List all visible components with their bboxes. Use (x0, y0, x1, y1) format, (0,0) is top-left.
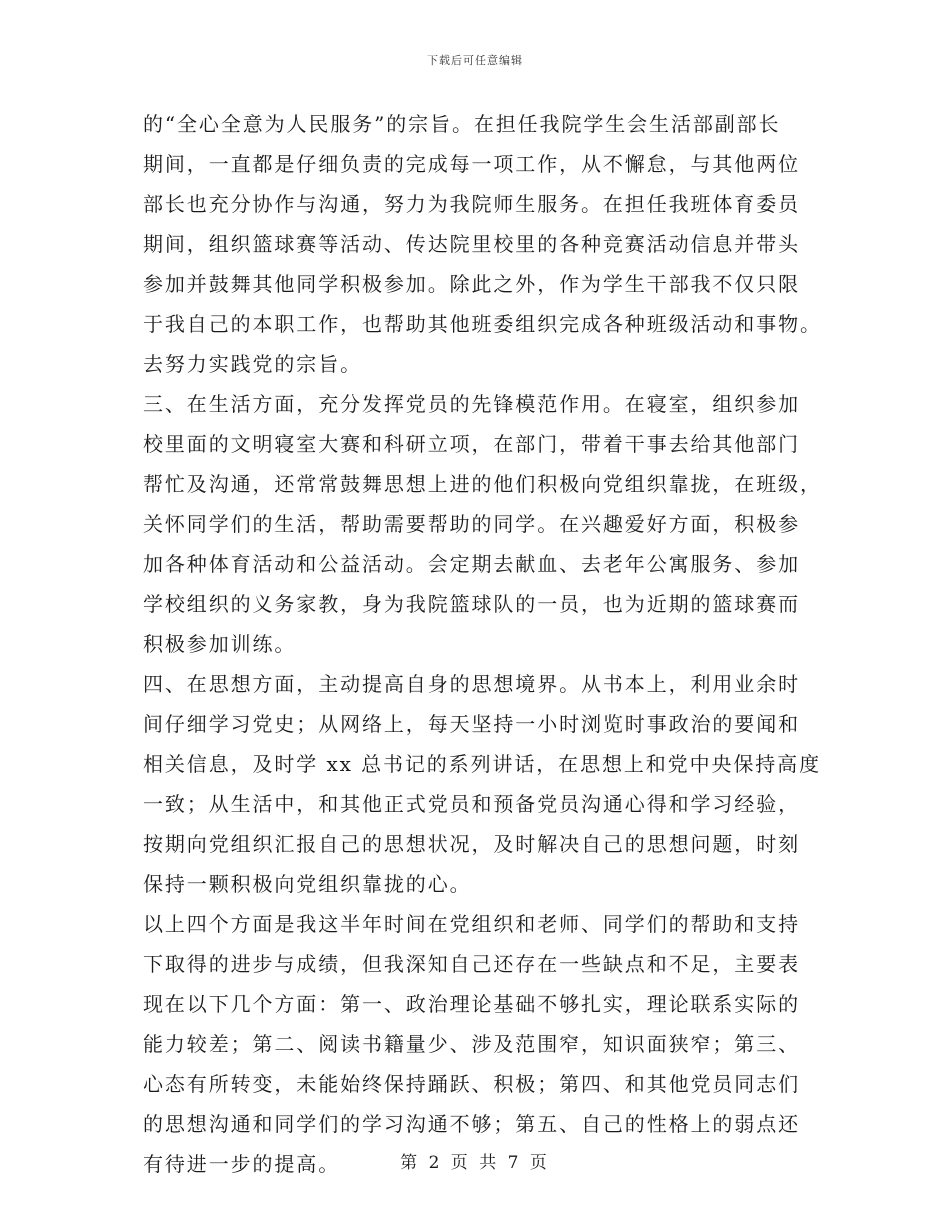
text-line: 的“全心全意为人民服务”的宗旨。在担任我院学生会生活部副部长 (143, 112, 781, 136)
text-line: 有待进一步的提高。 (143, 1152, 341, 1176)
text-line: 于我自己的本职工作，也帮助其他班委组织完成各种班级活动和事物。 (143, 312, 822, 336)
text-line: 去努力实践党的宗旨。 (143, 352, 362, 376)
text-line: 按期向党组织汇报自己的思想状况，及时解决自己的思想问题，时刻 (143, 832, 800, 856)
text-line: 相关信息，及时学 xx 总书记的系列讲话，在思想上和党中央保持高度 (143, 752, 821, 776)
text-line: 能力较差；第二、阅读书籍量少、涉及范围窄，知识面狭窄；第三、 (143, 1032, 800, 1056)
text-line: 校里面的文明寝室大赛和科研立项，在部门，带着干事去给其他部门 (143, 432, 800, 456)
document-body (143, 104, 822, 1184)
text-line: 帮忙及沟通，还常常鼓舞思想上进的他们积极向党组织靠拢，在班级， (143, 472, 822, 496)
text-line: 学校组织的义务家教，身为我院篮球队的一员，也为近期的篮球赛而 (143, 592, 800, 616)
text-line: 四、在思想方面，主动提高自身的思想境界。从书本上，利用业余时 (143, 672, 800, 696)
text-line: 下取得的进步与成绩，但我深知自己还存在一些缺点和不足，主要表 (143, 952, 800, 976)
text-line: 以上四个方面是我这半年时间在党组织和老师、同学们的帮助和支持 (143, 912, 800, 936)
text-line: 三、在生活方面，充分发挥党员的先锋模范作用。在寝室，组织参加 (143, 392, 800, 416)
text-line: 期间，组织篮球赛等活动、传达院里校里的各种竞赛活动信息并带头 (143, 232, 800, 256)
text-line: 一致；从生活中，和其他正式党员和预备党员沟通心得和学习经验， (143, 792, 800, 816)
page-header-note: 下载后可任意编辑 (427, 54, 523, 67)
text-line: 现在以下几个方面：第一、政治理论基础不够扎实，理论联系实际的 (143, 992, 800, 1016)
text-line: 期间，一直都是仔细负责的完成每一项工作，从不懈怠，与其他两位 (143, 152, 800, 176)
text-line: 的思想沟通和同学们的学习沟通不够；第五、自己的性格上的弱点还 (143, 1112, 800, 1136)
text-line: 心态有所转变，未能始终保持踊跃、积极；第四、和其他党员同志们 (143, 1072, 800, 1096)
text-line: 参加并鼓舞其他同学积极参加。除此之外，作为学生干部我不仅只限 (143, 272, 800, 296)
text-line: 保持一颗积极向党组织靠拢的心。 (143, 872, 472, 896)
text-line: 积极参加训练。 (143, 632, 297, 656)
page-number-footer: 第 2 页 共 7 页 (400, 1153, 550, 1173)
text-line: 关怀同学们的生活，帮助需要帮助的同学。在兴趣爱好方面，积极参 (143, 512, 800, 536)
text-line: 间仔细学习党史；从网络上，每天坚持一小时浏览时事政治的要闻和 (143, 712, 800, 736)
text-line: 部长也充分协作与沟通，努力为我院师生服务。在担任我班体育委员 (143, 192, 800, 216)
text-line: 加各种体育活动和公益活动。会定期去献血、去老年公寓服务、参加 (143, 552, 800, 576)
